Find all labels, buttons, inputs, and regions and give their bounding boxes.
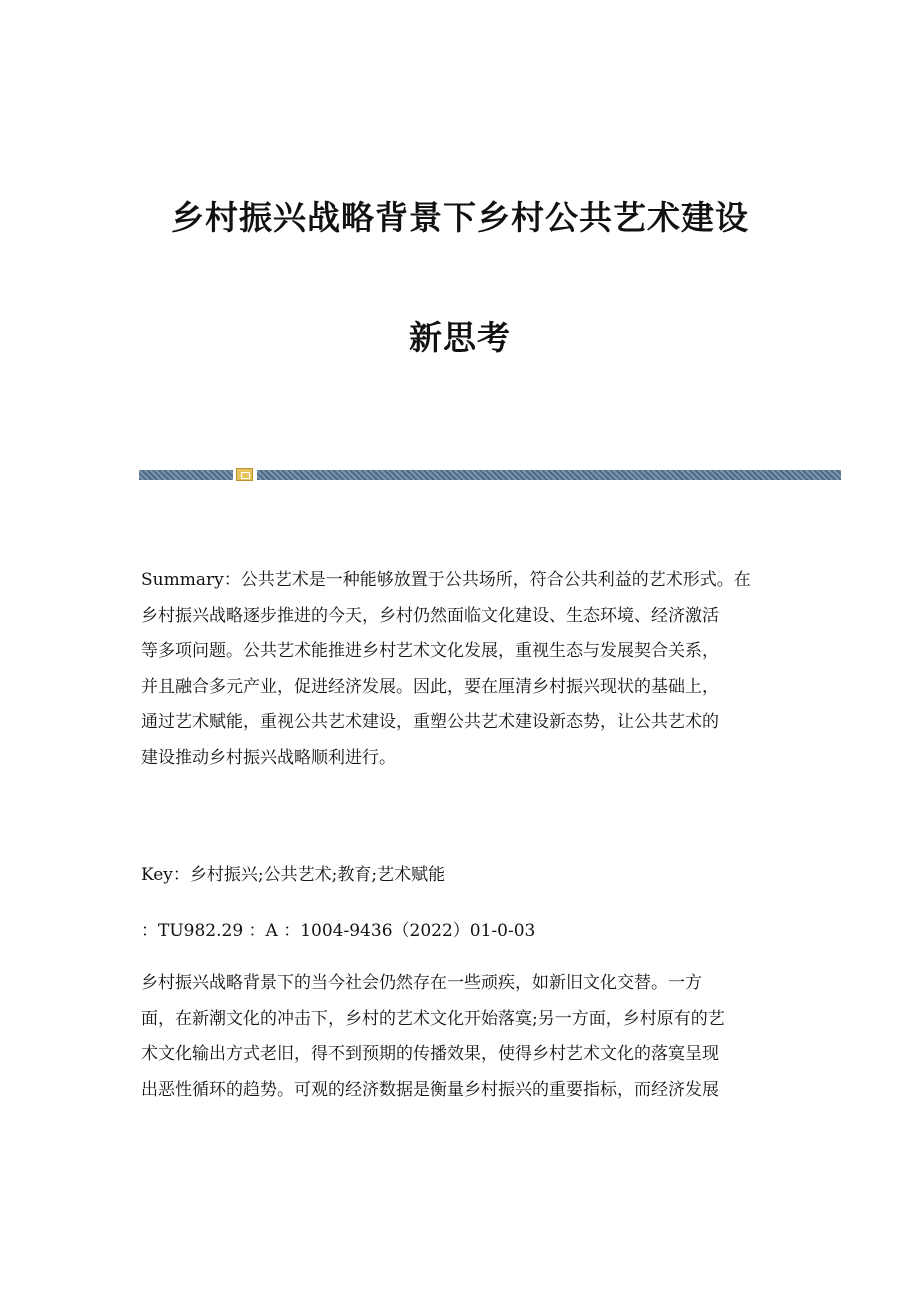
summary-line: 建设推动乡村振兴战略顺利进行。 <box>141 747 396 768</box>
summary-paragraph <box>141 563 781 776</box>
title-divider-left <box>139 470 233 480</box>
summary-line: 等多项问题。公共艺术能推进乡村艺术文化发展，重视生态与发展契合关系， <box>141 641 719 661</box>
summary-line: Summary：公共艺术是一种能够放置于公共场所，符合公共利益的艺术形式。在 <box>141 570 751 590</box>
title-divider-right <box>257 470 841 480</box>
summary-line: 并且融合多元产业，促进经济发展。因此，要在厘清乡村振兴现状的基础上， <box>141 676 719 697</box>
body-line: 面，在新潮文化的冲击下，乡村的艺术文化开始落寞;另一方面，乡村原有的艺 <box>141 1008 725 1029</box>
summary-line: 乡村振兴战略逐步推进的今天，乡村仍然面临文化建设、生态环境、经济激活 <box>141 605 719 626</box>
body-line: 乡村振兴战略背景下的当今社会仍然存在一些顽疾，如新旧文化交替。一方 <box>141 973 702 993</box>
summary-line: 通过艺术赋能，重视公共艺术建设，重塑公共艺术建设新态势，让公共艺术的 <box>141 712 719 732</box>
body-paragraph <box>141 966 781 1108</box>
classification-line: ：TU982.29 ：A ：1004-9436（2022）01-0-03 <box>141 921 536 941</box>
body-line: 术文化输出方式老旧，得不到预期的传播效果，使得乡村艺术文化的落寞呈现 <box>141 1044 719 1064</box>
document-title-line-2: 新思考 <box>409 318 511 357</box>
document-title-line-1: 乡村振兴战略背景下乡村公共艺术建设 <box>171 198 749 237</box>
divider-ornament-icon <box>236 468 253 481</box>
keywords-line: Key：乡村振兴;公共艺术;教育;艺术赋能 <box>141 865 446 885</box>
body-line: 出恶性循环的趋势。可观的经济数据是衡量乡村振兴的重要指标，而经济发展 <box>141 1079 719 1100</box>
